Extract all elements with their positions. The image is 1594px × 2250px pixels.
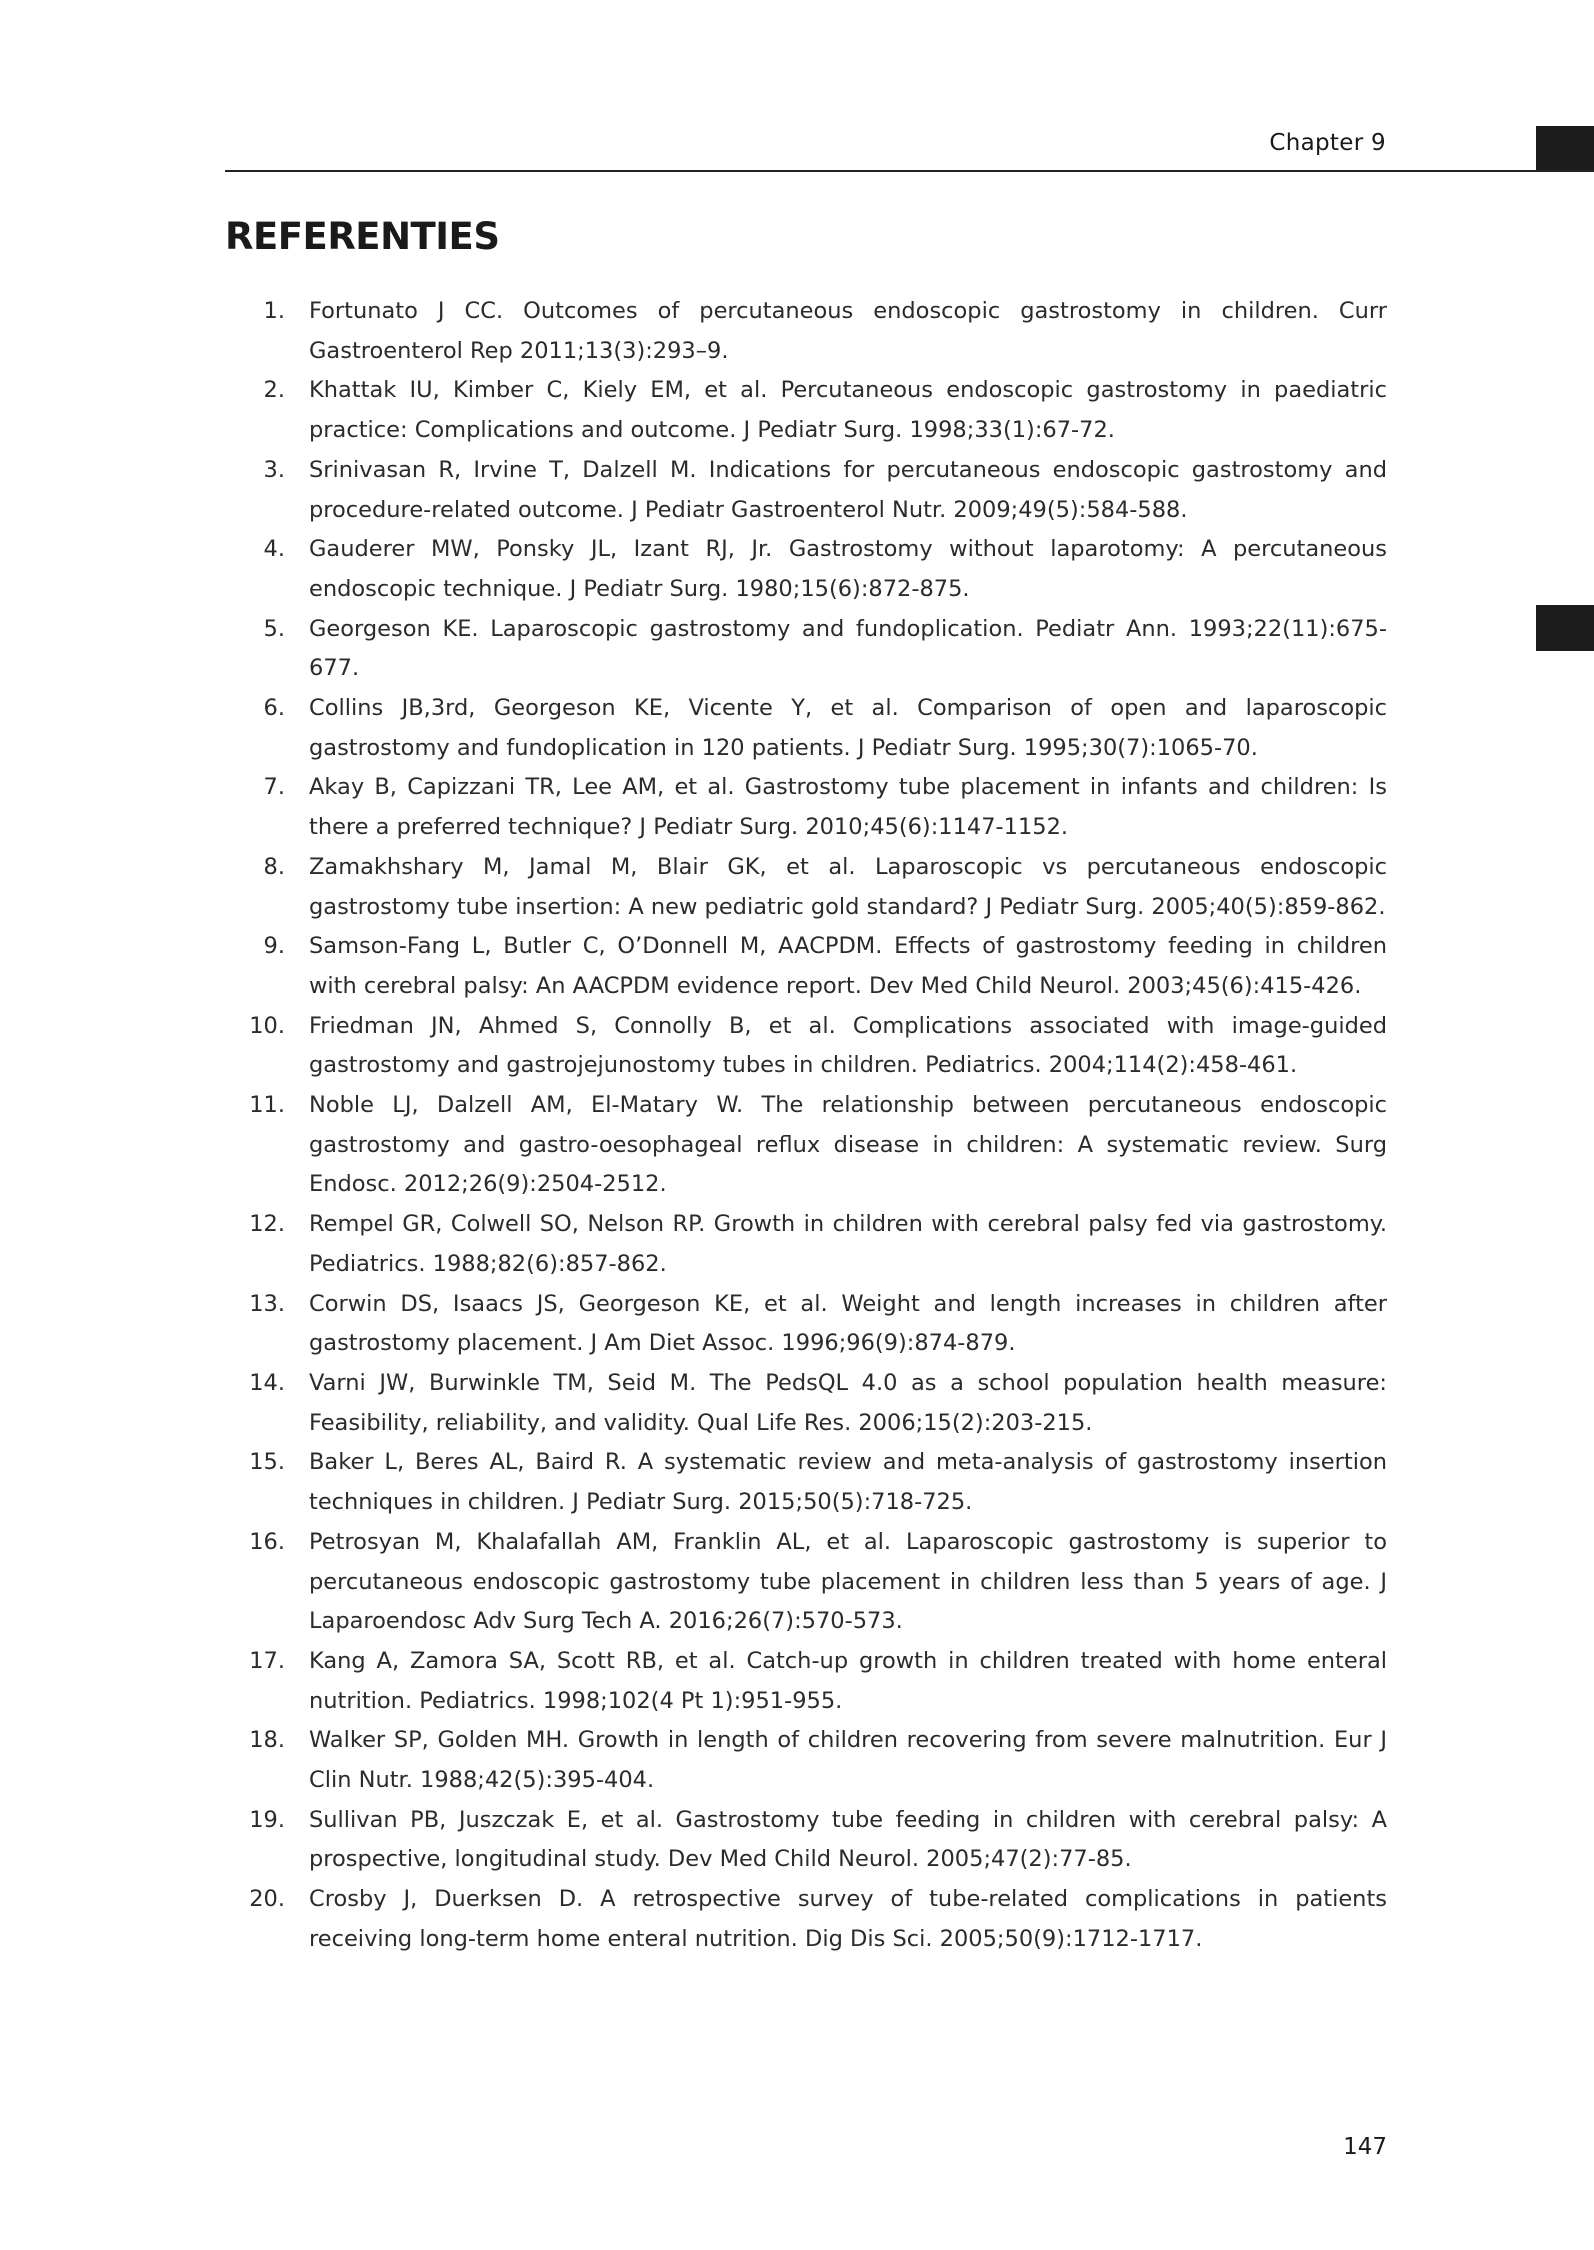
reference-number: 5. <box>263 615 285 642</box>
reference-number: 7. <box>263 774 285 801</box>
reference-text: Baker L, Beres AL, Baird R. A systematic review and meta-analysis of gastrostomy insertion techniques in children. J Pediatr Surg. 2015;50(5):718-725. <box>309 1449 1387 1516</box>
reference-list <box>225 292 1387 1960</box>
reference-text: Sullivan PB, Juszczak E, et al. Gastrostomy tube feeding in children with cerebral palsy: A prospective, longitudinal study. Dev Med Child Neurol. 2005;47(2):77-85. <box>309 1806 1387 1873</box>
reference-item <box>225 768 1387 847</box>
reference-text: Khattak IU, Kimber C, Kiely EM, et al. Percutaneous endoscopic gastrostomy in paediatric practice: Complications and outcome. J Pediatr Surg. 1998;33(1):67-72. <box>309 377 1387 444</box>
reference-text: Varni JW, Burwinkle TM, Seid M. The PedsQL 4.0 as a school population health measure: Feasibility, reliability, and validity. Qual Life Res. 2006;15(2):203-215. <box>309 1369 1387 1436</box>
reference-text: Corwin DS, Isaacs JS, Georgeson KE, et al. Weight and length increases in children after gastrostomy placement. J Am Diet Assoc. 1996;96(9):874-879. <box>309 1290 1387 1357</box>
reference-item <box>225 451 1387 530</box>
reference-item <box>225 1007 1387 1086</box>
reference-text: Srinivasan R, Irvine T, Dalzell M. Indications for percutaneous endoscopic gastrostomy and procedure-related outcome. J Pediatr Gastroenterol Nutr. 2009;49(5):584-588. <box>309 456 1387 523</box>
side-thumb-tab <box>1536 605 1594 651</box>
reference-item <box>225 530 1387 609</box>
reference-number: 15. <box>249 1449 285 1476</box>
reference-item <box>225 371 1387 450</box>
reference-text: Noble LJ, Dalzell AM, El-Matary W. The relationship between percutaneous endoscopic gastrostomy and gastro-oesophageal reflux disease in children: A systematic review. Surg Endosc. 2012;26(9):2504-2512. <box>309 1092 1387 1198</box>
reference-item <box>225 1523 1387 1642</box>
reference-number: 8. <box>263 853 285 880</box>
chapter-thumb-tab <box>1536 126 1594 172</box>
header-divider <box>225 170 1594 172</box>
reference-number: 20. <box>249 1886 285 1913</box>
reference-number: 12. <box>249 1211 285 1238</box>
reference-item <box>225 1364 1387 1443</box>
reference-text: Gauderer MW, Ponsky JL, Izant RJ, Jr. Gastrostomy without laparotomy: A percutaneous endoscopic technique. J Pediatr Surg. 1980;15(6):872-875. <box>309 536 1387 602</box>
reference-item <box>225 610 1387 689</box>
reference-number: 2. <box>263 377 285 404</box>
reference-text: Fortunato J CC. Outcomes of percutaneous endoscopic gastrostomy in children. Curr Gastroenterol Rep 2011;13(3):293–9. <box>309 298 1387 364</box>
page-number: 147 <box>1343 2134 1387 2160</box>
reference-text: Georgeson KE. Laparoscopic gastrostomy and fundoplication. Pediatr Ann. 1993;22(11):675-677. <box>309 615 1387 682</box>
reference-item <box>225 689 1387 768</box>
reference-item <box>225 1642 1387 1721</box>
reference-number: 14. <box>249 1369 285 1396</box>
reference-number: 18. <box>249 1727 285 1754</box>
reference-item <box>225 927 1387 1006</box>
reference-text: Friedman JN, Ahmed S, Connolly B, et al. Complications associated with image-guided gastrostomy and gastrojejunostomy tubes in children. Pediatrics. 2004;114(2):458-461. <box>309 1012 1387 1079</box>
reference-text: Crosby J, Duerksen D. A retrospective survey of tube-related complications in patients receiving long-term home enteral nutrition. Dig Dis Sci. 2005;50(9):1712-1717. <box>309 1886 1387 1952</box>
reference-number: 17. <box>249 1647 285 1674</box>
reference-number: 1. <box>263 298 285 324</box>
reference-number: 9. <box>263 933 285 960</box>
reference-text: Zamakhshary M, Jamal M, Blair GK, et al. Laparoscopic vs percutaneous endoscopic gastrostomy tube insertion: A new pediatric gold standard? J Pediatr Surg. 2005;40(5):859-862. <box>309 853 1387 920</box>
reference-number: 13. <box>249 1290 285 1317</box>
reference-number: 4. <box>263 536 285 563</box>
reference-text: Kang A, Zamora SA, Scott RB, et al. Catch-up growth in children treated with home enteral nutrition. Pediatrics. 1998;102(4 Pt 1):951-955. <box>309 1647 1387 1714</box>
reference-item <box>225 1721 1387 1800</box>
reference-number: 16. <box>249 1528 285 1555</box>
reference-text: Rempel GR, Colwell SO, Nelson RP. Growth in children with cerebral palsy fed via gastrostomy. Pediatrics. 1988;82(6):857-862. <box>309 1211 1387 1277</box>
reference-text: Petrosyan M, Khalafallah AM, Franklin AL, et al. Laparoscopic gastrostomy is superior to percutaneous endoscopic gastrostomy tube placement in children less than 5 years of age. J Laparoendosc Adv Surg Tech A. 2016;26(7):570-573. <box>309 1528 1387 1635</box>
reference-text: Collins JB,3rd, Georgeson KE, Vicente Y, et al. Comparison of open and laparoscopic gastrostomy and fundoplication in 120 patients. J Pediatr Surg. 1995;30(7):1065-70. <box>309 695 1387 761</box>
reference-item <box>225 1086 1387 1205</box>
reference-item <box>225 1285 1387 1364</box>
reference-item <box>225 1801 1387 1880</box>
reference-text: Walker SP, Golden MH. Growth in length of children recovering from severe malnutrition. Eur J Clin Nutr. 1988;42(5):395-404. <box>309 1727 1387 1794</box>
section-title: REFERENTIES <box>225 215 500 258</box>
reference-text: Akay B, Capizzani TR, Lee AM, et al. Gastrostomy tube placement in infants and children: Is there a preferred technique? J Pediatr Surg. 2010;45(6):1147-1152. <box>309 774 1387 841</box>
reference-item <box>225 1880 1387 1959</box>
reference-number: 6. <box>263 695 285 722</box>
reference-number: 3. <box>263 456 285 483</box>
reference-number: 10. <box>249 1012 285 1039</box>
reference-item <box>225 848 1387 927</box>
reference-number: 19. <box>249 1806 285 1833</box>
chapter-label: Chapter 9 <box>1269 130 1386 156</box>
reference-item <box>225 1443 1387 1522</box>
reference-text: Samson-Fang L, Butler C, O’Donnell M, AACPDM. Effects of gastrostomy feeding in children with cerebral palsy: An AACPDM evidence report. Dev Med Child Neurol. 2003;45(6):415-426. <box>309 933 1387 999</box>
reference-number: 11. <box>249 1092 285 1119</box>
reference-item <box>225 292 1387 371</box>
reference-item <box>225 1205 1387 1284</box>
